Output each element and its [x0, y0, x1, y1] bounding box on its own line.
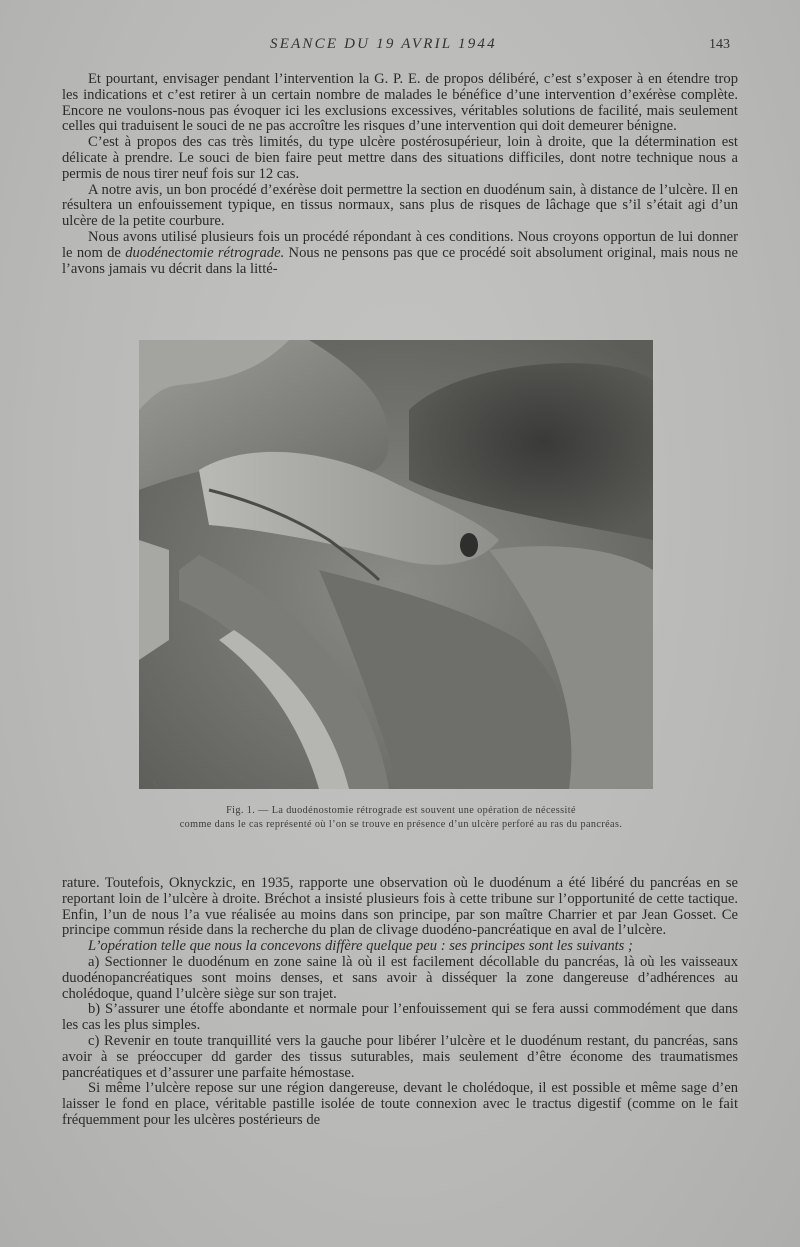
surgical-figure [139, 340, 653, 789]
caption-line: comme dans le cas représenté où l’on se trouve en présence d’un ulcère perforé au ras du pancréas. [179, 819, 623, 830]
top-text-block [62, 72, 738, 277]
principles-intro [62, 939, 738, 955]
list-item: b) S’assurer une étoffe abondante et normale pour l’enfouissement qui se fera aussi commodément que dans les cas les plus simples. [62, 1001, 738, 1034]
paragraph: rature. Toutefois, Oknyckzic, en 1935, rapporte une observation où le duodénum a été libéré du pancréas en se reportant loin de l’ulcère à droite. Bréchot a insisté plusieurs fois à cette tribune sur l’opportunité de cette tactique. Enfin, l’un de nous l’a vue réalisée au moins dans son principe, par son maître Charrier et par Jean Gosset. Ce principe commun réside dans la recherche du plan de clivage duodéno-pancréatique en aval de l’ulcère. [62, 875, 738, 939]
paragraph [62, 230, 738, 277]
paragraph-text: Nous ne pensons pas que ce procédé soit absolument original, mais nous ne l’avons jamais vu décrit dans la litté- [62, 244, 738, 277]
caption-line: Fig. 1. — La duodénostomie rétrograde est souvent une opération de nécessité [226, 805, 576, 816]
figure-caption [40, 804, 762, 832]
surgical-illustration [139, 340, 653, 789]
list-item: c) Revenir en toute tranquillité vers la gauche pour libérer l’ulcère et le duodénum restant, du pancréas, sans avoir à se préoccuper dd garder des tissus suturables, mais seulement d’être économe des traumatismes pancréatiques et d’assurer une parfaite hémostase. [62, 1032, 738, 1081]
paragraph: Si même l’ulcère repose sur une région dangereuse, devant le cholédoque, il est possible et même sage d’en laisser le fond en place, véritable pastille isolée de toute connexion avec le tractus digestif (comme on le fait fréquemment pour les ulcères postérieurs de [62, 1080, 738, 1128]
paragraph: A notre avis, un bon procédé d’exérèse doit permettre la section en duodénum sain, à distance de l’ulcère. Il en résultera un enfouissement typique, en tissus normaux, sans plus de risques de lâchage que s’il s’était agi d’un ulcère de la petite courbure. [62, 181, 738, 230]
paragraph: Et pourtant, envisager pendant l’intervention la G. P. E. de propos délibéré, c’est s’exposer à en étendre trop les indications et c’est retirer à un certain nombre de malades le bénéfice d’une intervention d’exérèse complète. Encore ne voulons-nous pas évoquer ici les exclusions excessives, véritables solutions de facilité, mais seulement celles qui traduisent le souci de ne pas accroître les risques d’une intervention qui doit demeurer bénigne. [62, 71, 738, 135]
page-header [0, 36, 800, 58]
page-number: 143 [709, 37, 730, 52]
paragraph-text: Nous avons utilisé plusieurs fois un procédé répondant à ces conditions. Nous croyons opportun de lui donner le nom de [62, 228, 738, 261]
figure-mark: L [153, 778, 159, 788]
bottom-text-block [62, 876, 738, 1129]
procedure-name: duodénectomie rétrograde. [125, 244, 285, 261]
list-item: a) Sectionner le duodénum en zone saine là où il est facilement décollable du pancréas, là où les vaisseaux duodénopancréatiques sont moins denses, et sans avoir à disséquer la zone dangereuse d’adhérences au cholédoque, quand l’ulcère siège sur son trajet. [62, 953, 738, 1002]
running-head: SEANCE DU 19 AVRIL 1944 [270, 36, 497, 52]
paragraph: C’est à propos des cas très limités, du type ulcère postérosupérieur, loin à droite, que la détermination est délicate à prendre. Le souci de bien faire peut mettre dans des situations difficiles, dont notre technique nous a permis de nous tirer neuf fois sur 12 cas. [62, 134, 738, 182]
principles-intro-text: L’opération telle que nous la concevons diffère quelque peu : ses principes sont les suivants ; [88, 938, 633, 955]
